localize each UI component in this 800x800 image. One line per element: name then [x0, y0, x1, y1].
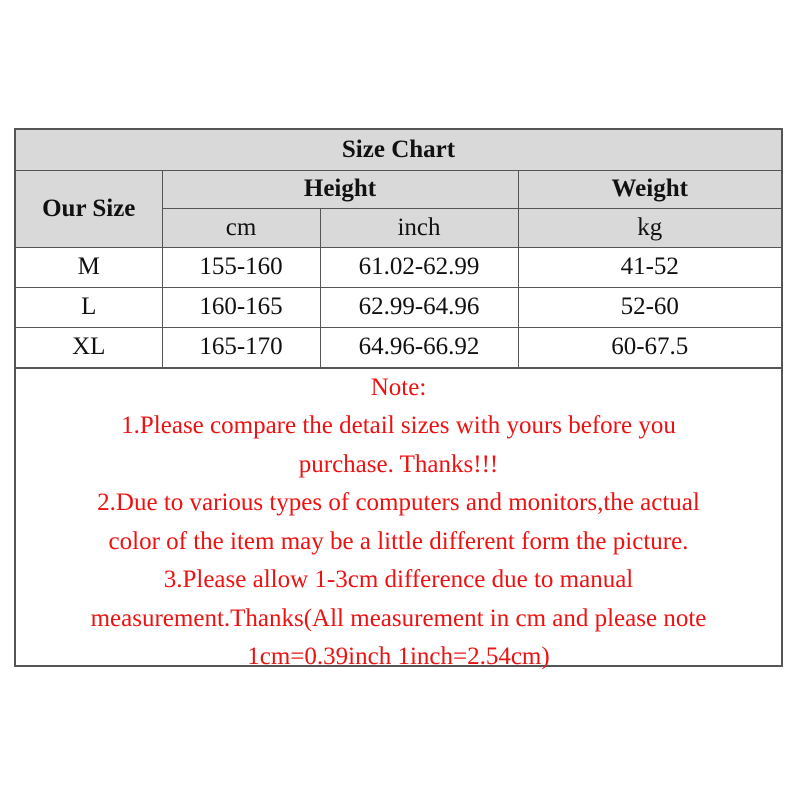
size-chart-table	[16, 130, 781, 368]
note-line: color of the item may be a little different form the picture.	[108, 527, 689, 555]
height-cm-cell: 160-165	[162, 287, 320, 327]
note-heading: Note:	[370, 373, 427, 401]
note-line: 1.Please compare the detail sizes with yours before you	[121, 412, 676, 439]
unit-cm: cm	[162, 208, 320, 247]
height-inch-cell: 61.02-62.99	[320, 247, 518, 287]
height-inch-cell: 62.99-64.96	[320, 287, 518, 327]
weight-kg-cell: 60-67.5	[518, 327, 781, 367]
table-row	[16, 327, 781, 367]
unit-kg: kg	[518, 208, 781, 247]
size-cell: XL	[16, 327, 162, 367]
note-line: 3.Please allow 1-3cm difference due to manual	[163, 566, 634, 593]
note-line: purchase. Thanks!!!	[298, 450, 499, 478]
title-row	[16, 130, 781, 170]
unit-inch: inch	[320, 208, 518, 247]
note-line: 2.Due to various types of computers and monitors,the actual	[97, 489, 700, 516]
table-row	[16, 247, 781, 287]
our-size-header: Our Size	[16, 170, 162, 247]
height-cm-cell: 155-160	[162, 247, 320, 287]
size-chart-card	[14, 128, 783, 670]
height-header: Height	[162, 170, 518, 208]
weight-header: Weight	[518, 170, 781, 208]
weight-kg-cell: 41-52	[518, 247, 781, 287]
height-inch-cell: 64.96-66.92	[320, 327, 518, 367]
note-line: measurement.Thanks(All measurement in cm and please note	[90, 604, 707, 632]
weight-kg-cell: 52-60	[518, 287, 781, 327]
notes-section	[16, 368, 781, 677]
header-row	[16, 170, 781, 208]
table-row	[16, 287, 781, 327]
size-cell: M	[16, 247, 162, 287]
note-line: 1cm=0.39inch 1inch=2.54cm)	[247, 643, 550, 670]
size-cell: L	[16, 287, 162, 327]
table-title: Size Chart	[16, 130, 781, 170]
height-cm-cell: 165-170	[162, 327, 320, 367]
